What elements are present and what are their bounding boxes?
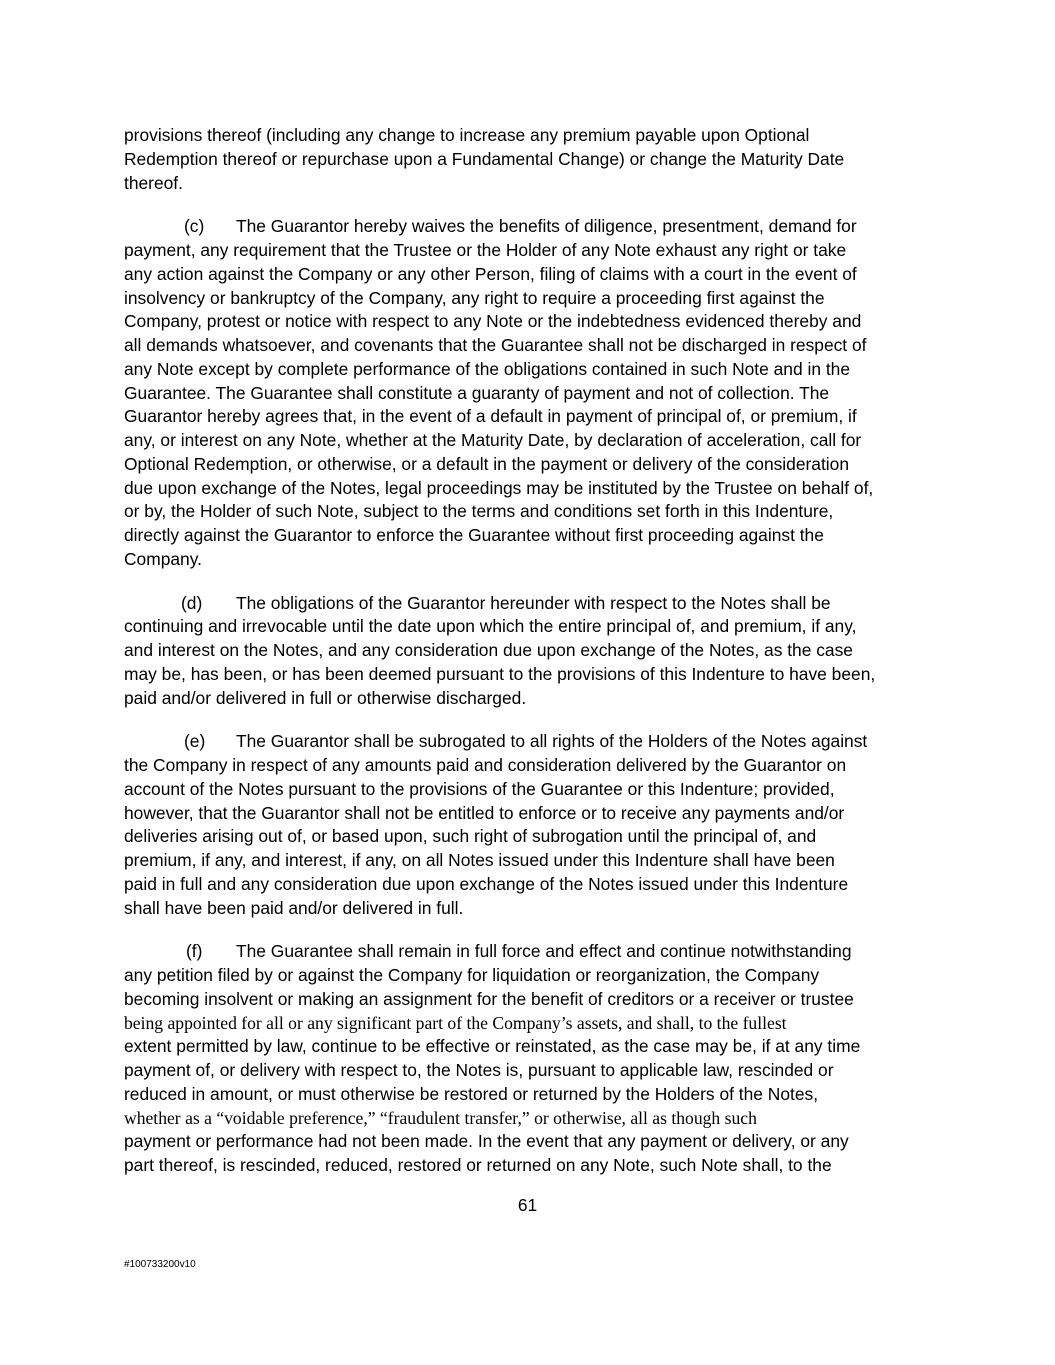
text-line: Guarantee. The Guarantee shall constitute a guaranty of payment and not of collection. The xyxy=(124,382,830,403)
paragraph-d xyxy=(124,592,936,711)
text-line: shall have been paid and/or delivered in full. xyxy=(124,897,464,918)
text-line: any petition filed by or against the Company for liquidation or reorganization, the Company xyxy=(124,965,820,985)
text-line: may be, has been, or has been deemed pursuant to the provisions of this Indenture to have been, xyxy=(124,663,876,684)
text-line: paid in full and any consideration due upon exchange of the Notes issued under this Indenture xyxy=(124,873,849,894)
text-line: account of the Notes pursuant to the provisions of the Guarantee or this Indenture; provided, xyxy=(124,778,835,799)
text-line-first xyxy=(124,940,936,964)
text-line: whether as a “voidable preference,” “fraudulent transfer,” or otherwise, all as though such xyxy=(124,1107,757,1128)
page-number: 61 xyxy=(517,1195,538,1215)
text-line: provisions thereof (including any change to increase any premium payable upon Optional xyxy=(124,125,810,145)
text-line: or by, the Holder of such Note, subject to the terms and conditions set forth in this Indenture, xyxy=(124,501,834,522)
text-line: Guarantor hereby agrees that, in the event of a default in payment of principal of, or premium, if xyxy=(124,406,857,427)
text-line: reduced in amount, or must otherwise be restored or returned by the Holders of the Notes, xyxy=(124,1083,819,1104)
text-line: The obligations of the Guarantor hereunder with respect to the Notes shall be xyxy=(236,592,831,613)
text-line: being appointed for all or any significant part of the Company’s assets, and shall, to the fullest xyxy=(124,1012,787,1033)
paragraph-label: (d) xyxy=(181,592,203,613)
text-line: insolvency or bankruptcy of the Company, any right to require a proceeding first against the xyxy=(124,287,825,308)
text-line: any action against the Company or any other Person, filing of claims with a court in the event of xyxy=(124,263,857,284)
text-line-first xyxy=(124,215,936,239)
paragraph-label: (e) xyxy=(184,731,206,752)
text-line: Company, protest or notice with respect to any Note or the indebtedness evidenced thereby and xyxy=(124,311,862,332)
text-line: payment or performance had not been made. In the event that any payment or delivery, or any xyxy=(124,1131,849,1152)
text-line: any, or interest on any Note, whether at the Maturity Date, by declaration of acceleration, call for xyxy=(124,430,862,450)
text-line: deliveries arising out of, or based upon, such right of subrogation until the principal of, and xyxy=(124,826,817,847)
text-line: any Note except by complete performance of the obligations contained in such Note and in the xyxy=(124,358,851,379)
text-line: however, that the Guarantor shall not be entitled to enforce or to receive any payments and/or xyxy=(124,802,845,823)
document-body xyxy=(124,124,936,1198)
text-line-first xyxy=(124,730,936,754)
paragraph-label: (f) xyxy=(186,941,203,962)
text-line: Company. xyxy=(124,548,202,569)
text-line: all demands whatsoever, and covenants that the Guarantee shall not be discharged in respect of xyxy=(124,335,867,355)
text-line: payment of, or delivery with respect to, the Notes is, pursuant to applicable law, rescinded or xyxy=(124,1060,834,1080)
text-line: The Guarantor shall be subrogated to all rights of the Holders of the Notes against xyxy=(236,731,868,752)
text-line: paid and/or delivered in full or otherwise discharged. xyxy=(124,687,527,708)
text-line: The Guarantor hereby waives the benefits of diligence, presentment, demand for xyxy=(236,216,857,237)
text-line: and interest on the Notes, and any consideration due upon exchange of the Notes, as the case xyxy=(124,640,853,660)
text-line: directly against the Guarantor to enforce the Guarantee without first proceeding against the xyxy=(124,525,824,545)
paragraph-c xyxy=(124,215,936,571)
text-line: thereof. xyxy=(124,172,183,193)
text-line: payment, any requirement that the Trustee or the Holder of any Note exhaust any right or take xyxy=(124,240,847,260)
text-line: becoming insolvent or making an assignment for the benefit of creditors or a receiver or trustee xyxy=(124,988,854,1009)
text-line: continuing and irrevocable until the date upon which the entire principal of, and premium, if any, xyxy=(124,616,857,637)
document-id: #100733200v10 xyxy=(124,1259,196,1270)
text-line: due upon exchange of the Notes, legal proceedings may be instituted by the Trustee on behalf of, xyxy=(124,477,874,498)
text-line: premium, if any, and interest, if any, on all Notes issued under this Indenture shall have been xyxy=(124,850,835,870)
paragraph-label: (c) xyxy=(184,216,205,237)
text-line: part thereof, is rescinded, reduced, restored or returned on any Note, such Note shall, to the xyxy=(124,1155,832,1175)
text-line: Optional Redemption, or otherwise, or a default in the payment or delivery of the consideration xyxy=(124,453,850,474)
text-line: extent permitted by law, continue to be effective or reinstated, as the case may be, if at any time xyxy=(124,1036,861,1057)
text-line: Redemption thereof or repurchase upon a Fundamental Change) or change the Maturity Date xyxy=(124,148,845,169)
paragraph-e xyxy=(124,730,936,920)
text-line: the Company in respect of any amounts paid and consideration delivered by the Guarantor on xyxy=(124,755,847,775)
text-line-first xyxy=(124,592,936,616)
text-line: The Guarantee shall remain in full force and effect and continue notwithstanding xyxy=(236,941,852,962)
paragraph-continuation xyxy=(124,124,936,195)
paragraph-f xyxy=(124,940,936,1178)
